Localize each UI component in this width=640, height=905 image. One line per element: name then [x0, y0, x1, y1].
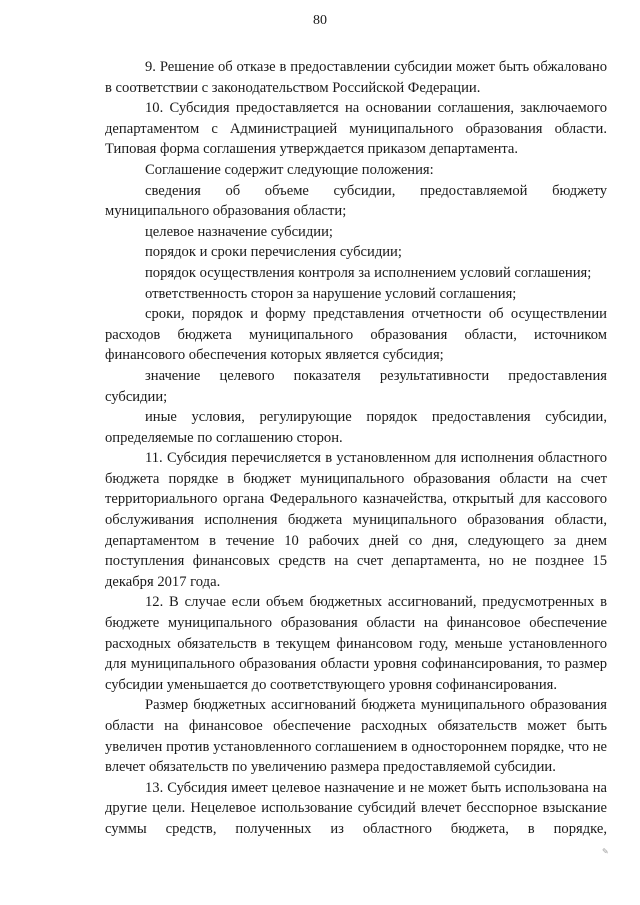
- paragraph-11: 11. Субсидия перечисляется в установленном для исполнения областного бюджета порядке в бюджет муниципального образования области на счет территориального органа Федерального казначейства, открытый для кассового обслуживания исполнения бюджета муниципального образования области, департаментом в течение 10 рабочих дней со дня, следующего за днем поступления финансовых средств на счет департамента, но не позднее 15 декабря 2017 года.: [105, 450, 607, 590]
- agreement-item-other-conditions: иные условия, регулирующие порядок предоставления субсидии, определяемые по соглашению сторон.: [105, 409, 607, 446]
- agreement-item-purpose: целевое назначение субсидии;: [145, 223, 333, 240]
- paragraph-10: 10. Субсидия предоставляется на основании соглашения, заключаемого департаментом с Администрацией муниципального образования области. Типовая форма соглашения утверждается приказом департамента.: [105, 100, 607, 158]
- agreement-item-transfer-terms: порядок и сроки перечисления субсидии;: [145, 244, 402, 261]
- paragraph-13: 13. Субсидия имеет целевое назначение и не может быть использована на другие цели. Нецелевое использование субсидий влечет бесспорное взыскание суммы средств, полученных из областного бюджета, в порядке,: [105, 779, 607, 837]
- agreement-item-control: порядок осуществления контроля за исполнением условий соглашения;: [145, 264, 592, 281]
- paragraph-9: 9. Решение об отказе в предоставлении субсидии может быть обжаловано в соответствии с законодательством Российской Федерации.: [105, 59, 607, 96]
- agreement-item-reporting: сроки, порядок и форму представления отчетности об осуществлении расходов бюджета муниципального образования области, источником финансового обеспечения которых является субсидия;: [105, 306, 607, 364]
- paragraph-12-budget-size: Размер бюджетных ассигнований бюджета муниципального образования области на финансовое обеспечение расходных обязательств может быть увеличен против установленного соглашением в одностороннем порядке, что не влечет обязательств по увеличению размера предоставляемой субсидии.: [105, 697, 607, 776]
- page-number: 80: [313, 13, 327, 28]
- agreement-item-indicator: значение целевого показателя результативности предоставления субсидии;: [105, 367, 607, 405]
- agreement-intro: Соглашение содержит следующие положения:: [145, 161, 434, 178]
- agreement-item-responsibility: ответственность сторон за нарушение условий соглашения;: [145, 285, 517, 302]
- scan-artifact-mark: ✎: [602, 847, 609, 856]
- document-body: [105, 57, 607, 840]
- agreement-item-subsidy-info: сведения об объеме субсидии, предоставляемой бюджету муниципального образования области;: [105, 182, 607, 220]
- paragraph-12: 12. В случае если объем бюджетных ассигнований, предусмотренных в бюджете муниципального образования области на финансовое обеспечение расходных обязательств в текущем финансовом году, меньше установленного для муниципального образования области уровня софинансирования, то размер субсидии уменьшается до соответствующего уровня софинансирования.: [105, 594, 607, 693]
